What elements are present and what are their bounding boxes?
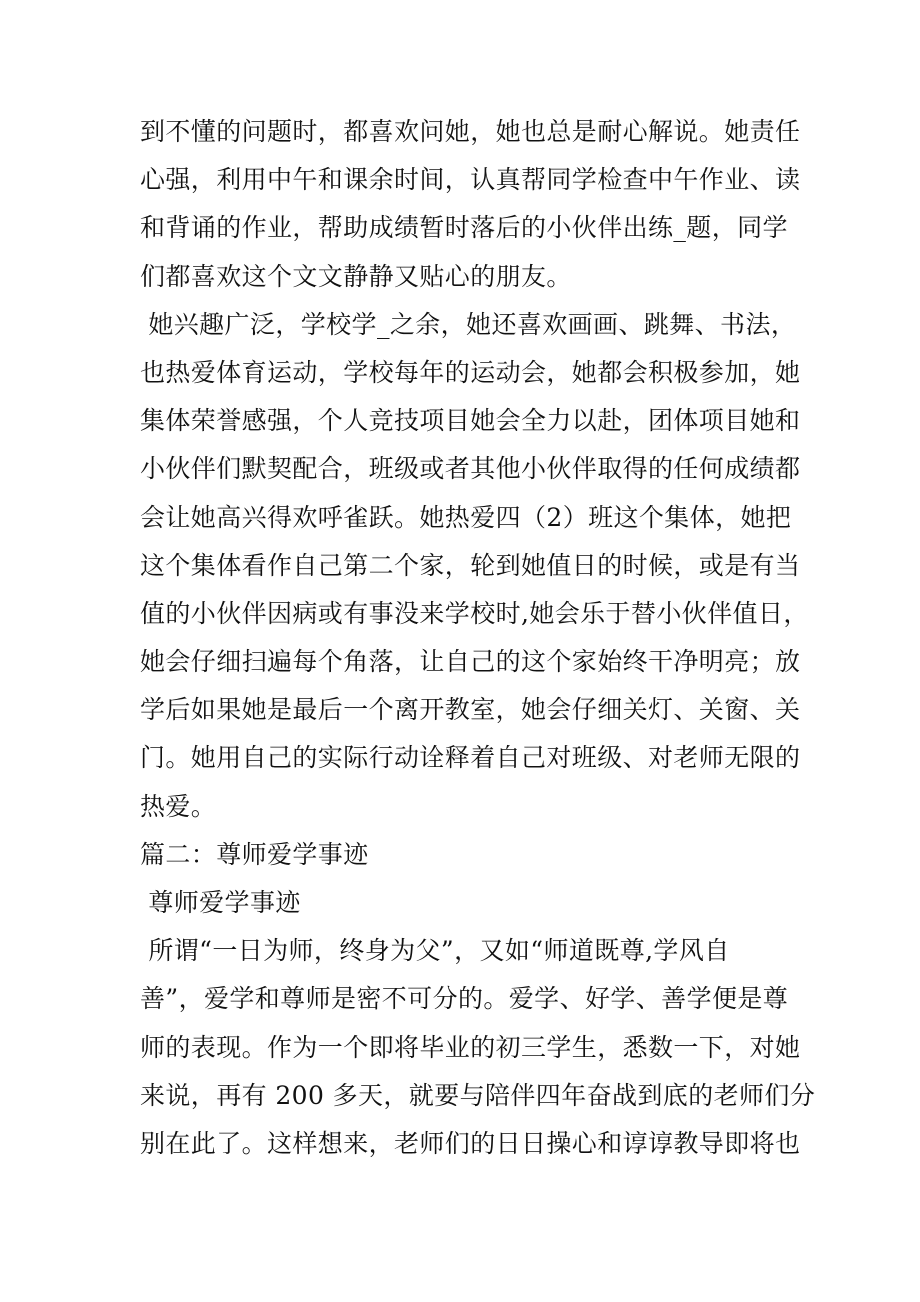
text-line: 所谓“一日为师，终身为父”，又如“师道既尊,学风自 <box>140 936 730 966</box>
text-line: 善”，爱学和尊师是密不可分的。爱学、好学、善学便是尊 <box>140 984 789 1014</box>
text-line: 门。她用自己的实际行动诠释着自己对班级、对老师无限的 <box>140 743 801 773</box>
text-line: 到不懂的问题时，都喜欢问她，她也总是耐心解说。她责任 <box>140 117 801 146</box>
text-line: 她兴趣广泛，学校学_之余，她还喜欢画画、跳舞、书法， <box>140 309 797 339</box>
section-heading: 篇二：尊师爱学事迹 <box>140 839 369 869</box>
text-line: 会让她高兴得欢呼雀跃。她热爱四（2）班这个集体，她把 <box>140 502 792 532</box>
text-line: 心强，利用中午和课余时间，认真帮同学检查中午作业、读 <box>140 165 801 195</box>
text-line: 值的小伙伴因病或有事没来学校时,她会乐于替小伙伴值日， <box>140 598 809 628</box>
text-line: 来说，再有 200 多天，就要与陪伴四年奋战到底的老师们分 <box>140 1080 816 1110</box>
text-line: 们都喜欢这个文文静静又贴心的朋友。 <box>140 261 572 291</box>
text-line: 别在此了。这样想来，老师们的日日操心和谆谆教导即将也 <box>140 1128 801 1158</box>
text-line: 学后如果她是最后一个离开教室，她会仔细关灯、关窗、关 <box>140 695 801 725</box>
text-line: 和背诵的作业，帮助成绩暂时落后的小伙伴出练_题，同学 <box>140 213 788 243</box>
text-line: 她会仔细扫遍每个角落，让自己的这个家始终干净明亮；放 <box>140 647 801 677</box>
text-line: 热爱。 <box>140 791 217 821</box>
article-title: 尊师爱学事迹 <box>140 888 301 917</box>
text-line: 也热爱体育运动，学校每年的运动会，她都会积极参加，她 <box>140 357 801 387</box>
text-line: 小伙伴们默契配合，班级或者其他小伙伴取得的任何成绩都 <box>140 454 801 484</box>
text-line: 师的表现。作为一个即将毕业的初三学生，悉数一下，对她 <box>140 1032 801 1062</box>
text-line: 这个集体看作自己第二个家，轮到她值日的时候，或是有当 <box>140 550 801 580</box>
text-line: 集体荣誉感强，个人竞技项目她会全力以赴，团体项目她和 <box>140 406 801 436</box>
document-body <box>140 108 816 1168</box>
